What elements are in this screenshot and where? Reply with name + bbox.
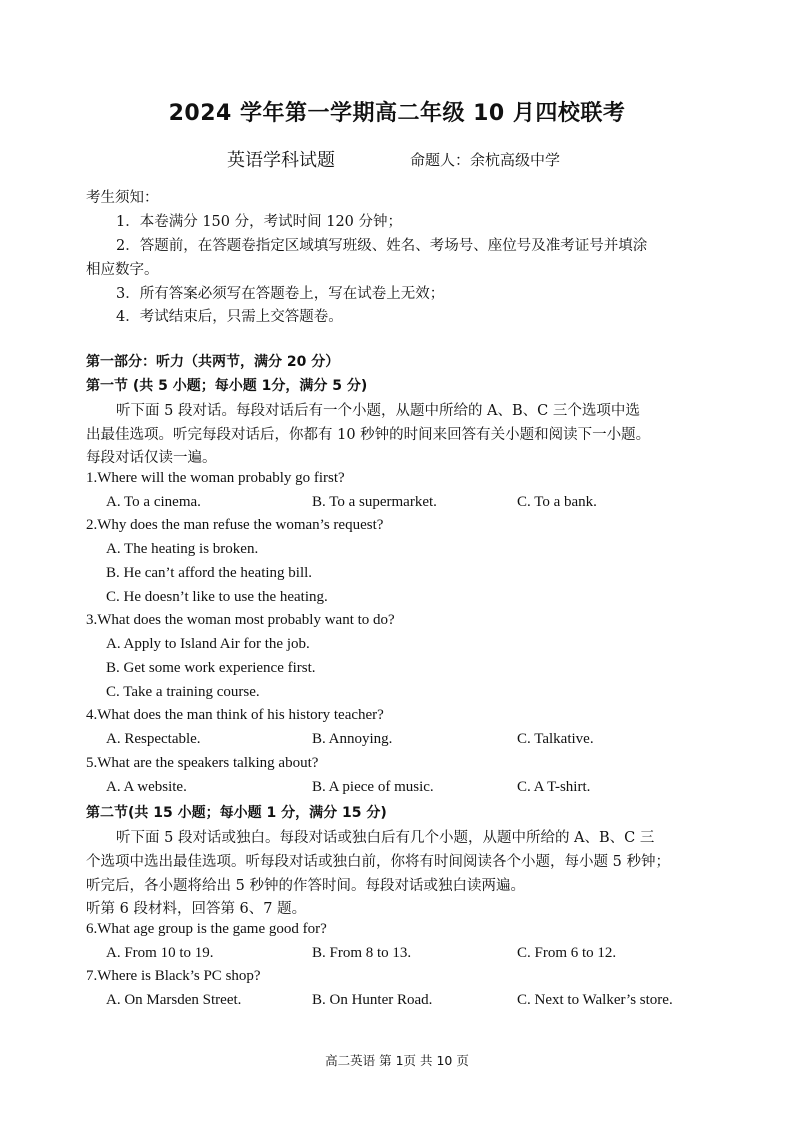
notice-item-2b: 相应数字。 [86,262,159,278]
page-footer: 高二英语 第 1页 共 10 页 [325,1053,469,1068]
subject-title: 英语学科试题 [227,150,335,171]
question-6-option-a: A. From 10 to 19. [106,945,214,961]
question-4-option-c: C. Talkative. [517,731,594,747]
question-6-option-c: C. From 6 to 12. [517,945,617,961]
question-1-option-b: B. To a supermarket. [312,494,437,510]
section2-heading: 第二节(共 15 小题；每小题 1 分，满分 15 分) [86,805,387,821]
question-3-option-b: B. Get some work experience first. [106,660,316,676]
question-6-option-b: B. From 8 to 13. [312,945,412,961]
part1-heading: 第一部分：听力（共两节，满分 20 分） [86,354,340,370]
question-7-option-c: C. Next to Walker’s store. [517,992,673,1008]
question-5-stem: 5.What are the speakers talking about? [86,755,319,771]
question-1-stem: 1.Where will the woman probably go first? [86,470,345,486]
question-5-option-b: B. A piece of music. [312,779,434,795]
section2-instruction-3: 听完后，各小题将给出 5 秒钟的作答时间。每段对话或独白读两遍。 [86,878,525,894]
question-3-stem: 3.What does the woman most probably want to do? [86,612,395,628]
question-5-option-a: A. A website. [106,779,187,795]
question-7-option-a: A. On Marsden Street. [106,992,242,1008]
section1-heading: 第一节 (共 5 小题；每小题 1分，满分 5 分) [86,378,368,394]
question-4-option-a: A. Respectable. [106,731,201,747]
section2-instruction-2: 个选项中选出最佳选项。听每段对话或独白前，你将有时间阅读各个小题，每小题 5 秒钟； [86,854,670,870]
question-2-option-b: B. He can’t afford the heating bill. [106,565,313,581]
notice-item-3: 3．所有答案必须写在答题卷上，写在试卷上无效； [116,286,445,302]
exam-title: 2024 学年第一学期高二年级 10 月四校联考 [168,101,626,126]
notice-item-4: 4．考试结束后，只需上交答题卷。 [116,309,343,325]
section1-instruction-2: 出最佳选项。听完每段对话后，你都有 10 秒钟的时间来回答有关小题和阅读下一小题。 [86,427,651,443]
question-2-stem: 2.Why does the man refuse the woman’s request? [86,517,384,533]
question-7-option-b: B. On Hunter Road. [312,992,433,1008]
question-4-stem: 4.What does the man think of his history teacher? [86,707,384,723]
section2-instruction-1: 听下面 5 段对话或独白。每段对话或独白后有几个小题，从题中所给的 A、B、C 三 [116,830,655,846]
question-1-option-a: A. To a cinema. [106,494,201,510]
question-3-option-c: C. Take a training course. [106,684,260,700]
section1-instruction-3: 每段对话仅读一遍。 [86,450,217,466]
question-3-option-a: A. Apply to Island Air for the job. [106,636,310,652]
notice-item-1: 1．本卷满分 150 分，考试时间 120 分钟； [116,214,403,230]
question-1-option-c: C. To a bank. [517,494,597,510]
question-2-option-a: A. The heating is broken. [106,541,259,557]
question-4-option-b: B. Annoying. [312,731,393,747]
question-7-stem: 7.Where is Black’s PC shop? [86,968,261,984]
section1-instruction-1: 听下面 5 段对话。每段对话后有一个小题，从题中所给的 A、B、C 三个选项中选 [116,403,640,419]
setter-line: 命题人：余杭高级中学 [410,151,561,169]
notice-item-2a: 2．答题前，在答题卷指定区域填写班级、姓名、考场号、座位号及准考证号并填涂 [116,238,648,254]
question-2-option-c: C. He doesn’t like to use the heating. [106,589,328,605]
material-6-note: 听第 6 段材料，回答第 6、7 题。 [86,901,307,917]
notice-heading: 考生须知： [86,190,159,206]
question-5-option-c: C. A T-shirt. [517,779,591,795]
question-6-stem: 6.What age group is the game good for? [86,921,327,937]
